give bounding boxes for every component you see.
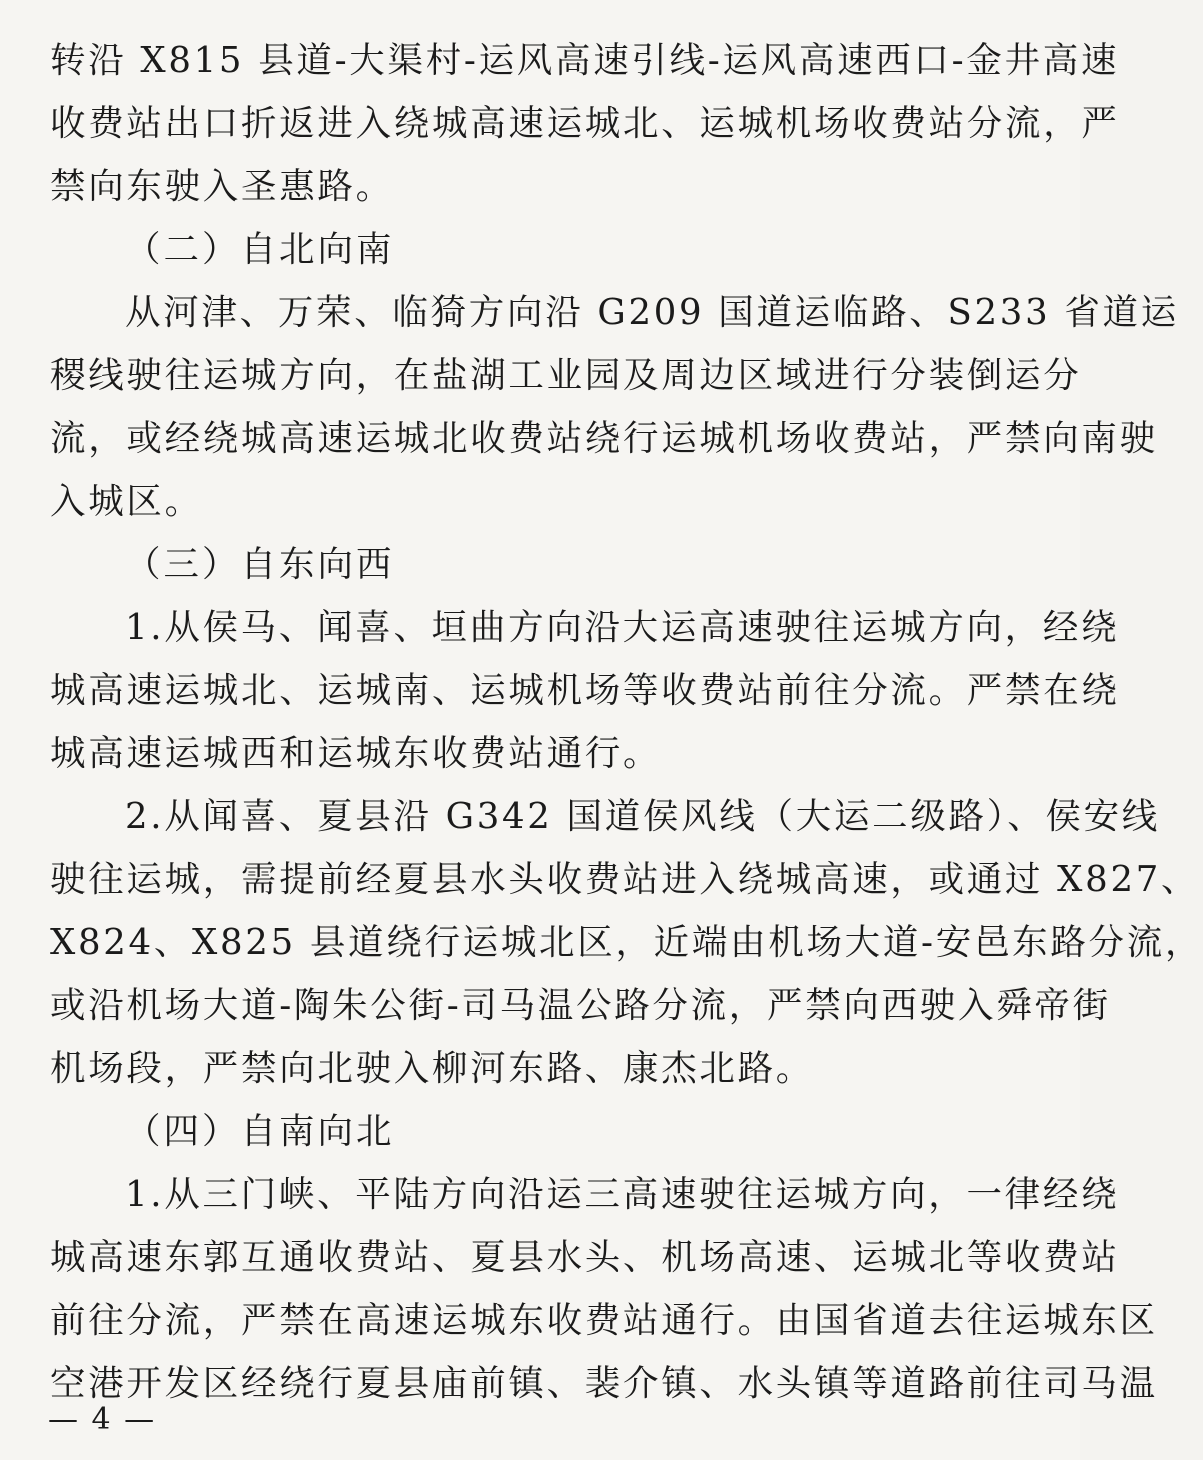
text-line: 收费站出口折返进入绕城高速运城北、运城机场收费站分流，严	[50, 103, 1120, 144]
text-line: 前往分流，严禁在高速运城东收费站通行。由国省道去往运城东区	[50, 1300, 1158, 1341]
text-line: 城高速运城西和运城东收费站通行。	[50, 733, 662, 774]
text-line: 驶往运城，需提前经夏县水头收费站进入绕城高速，或通过 X827、	[50, 859, 1200, 900]
section-heading: （三）自东向西	[125, 544, 395, 585]
text-line: 空港开发区经绕行夏县庙前镇、裴介镇、水头镇等道路前往司马温	[50, 1363, 1158, 1404]
text-line: 入城区。	[50, 481, 203, 522]
text-line: 城高速运城北、运城南、运城机场等收费站前往分流。严禁在绕	[50, 670, 1120, 711]
text-line: 从河津、万荣、临猗方向沿 G209 国道运临路、S233 省道运	[125, 292, 1179, 333]
section-heading: （四）自南向北	[125, 1111, 395, 1152]
text-line: 或沿机场大道-陶朱公街-司马温公路分流，严禁向西驶入舜帝街	[50, 985, 1111, 1026]
text-line: 1.从侯马、闻喜、垣曲方向沿大运高速驶往运城方向，经绕	[125, 607, 1120, 648]
text-line: 机场段，严禁向北驶入柳河东路、康杰北路。	[50, 1048, 815, 1089]
text-line: 禁向东驶入圣惠路。	[50, 166, 394, 207]
text-line: 2.从闻喜、夏县沿 G342 国道侯风线（大运二级路）、侯安线	[125, 796, 1161, 837]
text-line: 转沿 X815 县道-大渠村-运风高速引线-运风高速西口-金井高速	[50, 40, 1120, 81]
text-line: X824、X825 县道绕行运城北区，近端由机场大道-安邑东路分流，	[50, 922, 1203, 963]
text-line: 稷线驶往运城方向，在盐湖工业园及周边区域进行分装倒运分	[50, 355, 1082, 396]
page-number: — 4 —	[48, 1402, 157, 1437]
section-heading: （二）自北向南	[125, 229, 395, 270]
text-line: 城高速东郭互通收费站、夏县水头、机场高速、运城北等收费站	[50, 1237, 1120, 1278]
text-line: 1.从三门峡、平陆方向沿运三高速驶往运城方向，一律经绕	[125, 1174, 1120, 1215]
text-line: 流，或经绕城高速运城北收费站绕行运城机场收费站，严禁向南驶	[50, 418, 1158, 459]
